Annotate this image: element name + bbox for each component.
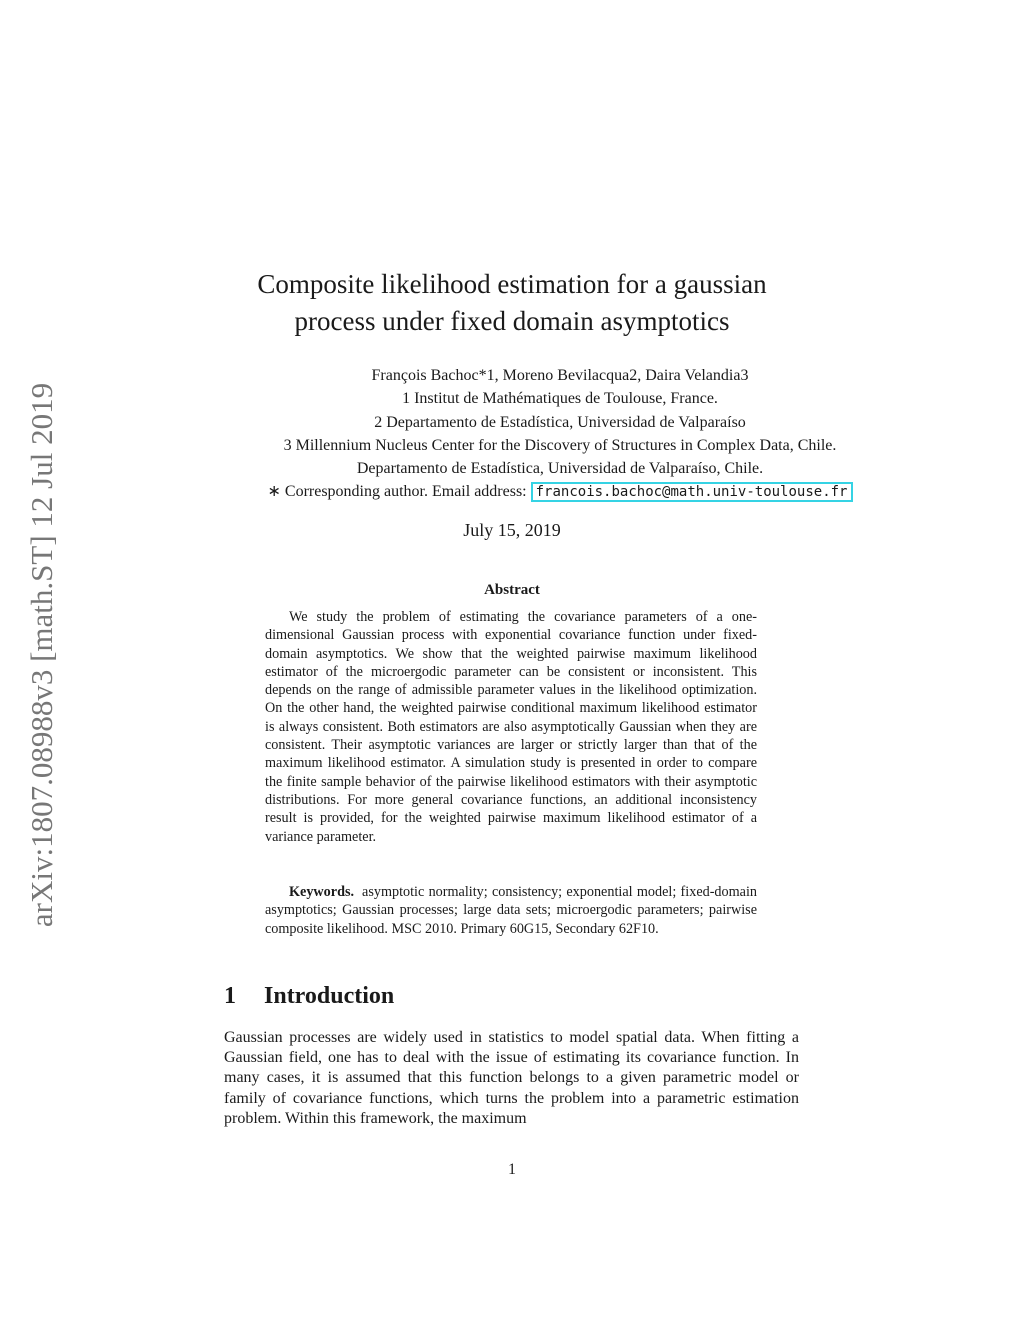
author-block xyxy=(220,364,900,505)
affiliation-1: 1 Institut de Mathématiques de Toulouse, France. xyxy=(402,390,718,408)
title-line-2: process under fixed domain asymptotics xyxy=(294,306,730,336)
section-number: 1 xyxy=(224,983,236,1009)
title-line-1: Composite likelihood estimation for a gaussian xyxy=(257,269,767,299)
arxiv-side-stamp: arXiv:1807.08988v3 [math.ST] 12 Jul 2019 xyxy=(24,382,59,928)
section-title: Introduction xyxy=(264,983,395,1009)
keywords-text: asymptotic normality; consistency; exponential model; fixed-domain asymptotics; Gaussian processes; large data sets; microergodic parameters; pairwise composite likelihood. MSC 2010. Primary 60G15, Secondary 62F10. xyxy=(265,884,757,937)
paper-title xyxy=(200,266,824,340)
section-heading xyxy=(224,983,394,1010)
introduction-text: Gaussian processes are widely used in statistics to model spatial data. When fitting a Gaussian field, one has to deal with the issue of estimating its covariance function. In many cases, it is assumed that this function belongs to a given parametric model or family of covariance functions, which turns the problem into a parametric estimation problem. Within this framework, the maximum xyxy=(224,1029,799,1127)
paper-date: July 15, 2019 xyxy=(463,520,561,540)
email-link[interactable]: francois.bachoc@math.univ-toulouse.fr xyxy=(531,482,853,502)
corresponding-author xyxy=(220,480,900,504)
affiliation-3: 3 Millennium Nucleus Center for the Discovery of Structures in Complex Data, Chile. xyxy=(283,436,837,454)
abstract-heading: Abstract xyxy=(484,582,540,598)
author-names: François Bachoc*1, Moreno Bevilacqua2, Daira Velandia3 xyxy=(371,367,749,384)
keywords-label: Keywords. xyxy=(289,884,355,900)
page-number: 1 xyxy=(508,1161,516,1178)
affiliation-2: 2 Departamento de Estadística, Universidad de Valparaíso xyxy=(374,413,746,431)
abstract-text: We study the problem of estimating the covariance parameters of a one-dimensional Gaussian process with exponential covariance function under fixed-domain asymptotics. We show that the weighted pairwise maximum likelihood estimator of the microergodic parameter can be consistent or inconsistent. This depends on the range of admissible parameter values in the likelihood optimization. On the other hand, the weighted pairwise conditional maximum likelihood estimator is always consistent. Both estimators are also asymptotically Gaussian when they are consistent. Their asymptotic variances are larger or strictly larger than that of the maximum likelihood estimator. A simulation study is presented in order to compare the finite sample behavior of the pairwise likelihood estimators with their asymptotic distributions. For more general covariance functions, an additional inconsistency result is provided, for the weighted pairwise maximum likelihood estimator of a variance parameter. xyxy=(265,609,757,845)
keywords-paragraph xyxy=(265,883,757,938)
corresponding-label: ∗ Corresponding author. Email address: xyxy=(267,483,527,501)
affiliation-4: Departamento de Estadística, Universidad de Valparaíso, Chile. xyxy=(356,460,764,478)
